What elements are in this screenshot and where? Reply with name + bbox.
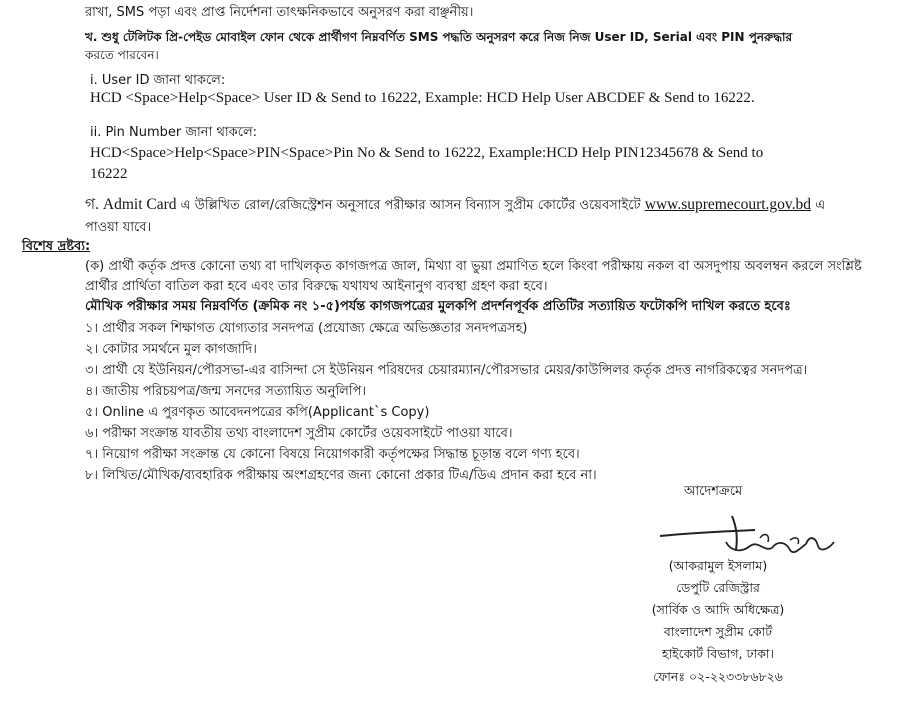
signatory-designation: ডেপুটি রেজিস্ট্রার xyxy=(676,580,760,595)
item-i-label: i. User ID জানা থাকলে: xyxy=(90,73,226,88)
special-note-heading: বিশেষ দ্রষ্টব্য: xyxy=(22,239,91,254)
para-kha-line-2: করতে পারবেন। xyxy=(85,48,159,62)
item-ii-label: ii. Pin Number জানা থাকলে: xyxy=(90,125,258,140)
list-item: ৬। পরীক্ষা সংক্রান্ত যাবতীয় তথ্য বাংলাদেশ সুপ্রীম কোর্টের ওয়েবসাইটে পাওয়া যাবে। xyxy=(85,426,513,441)
list-item: ৪। জাতীয় পরিচয়পত্র/জন্ম সনদের সত্যায়িত অনুলিপি। xyxy=(85,384,367,399)
supremecourt-link[interactable]: www.supremecourt.gov.bd xyxy=(644,196,812,213)
list-item: ১। প্রার্থীর সকল শিক্ষাগত যোগ্যতার সনদপত্র (প্রযোজ্য ক্ষেত্রে অভিজ্ঞতার সনদপত্রসহ) xyxy=(85,321,528,336)
list-item: ৩। প্রার্থী যে ইউনিয়ন/পৌরসভা-এর বাসিন্দা সে ইউনিয়ন পরিষদের চেয়ারম্যান/পৌরসভার মেয়র/কাউন্সিলর কর্তৃক প্রদত্ত নাগরিকত্বের সনদপত্র। xyxy=(85,363,808,378)
viva-heading: মৌখিক পরীক্ষার সময় নিম্নবর্ণিত (ক্রমিক নং ১-৫)পর্যন্ত কাগজপত্রের মুলকপি প্রদর্শনপূর্বক প্রতিটির সত্যায়িত ফটোকপি দাখিল করতে হবেঃ xyxy=(85,299,791,314)
para-kha-line-1: খ. শুধু টেলিটক প্রি-পেইড মোবাইল ফোন থেকে প্রার্থীগণ নিম্নবর্ণিত SMS পদ্ধতি অনুসরণ করে নিজ নিজ User ID, Serial এবং PIN পুনরুদ্ধার xyxy=(85,30,793,44)
item-ii-text-2: 16222 xyxy=(90,166,128,182)
by-order-label: আদেশক্রমে xyxy=(684,484,743,499)
list-item: ২। কোটার সমর্থনে মুল কাগজাদি। xyxy=(85,342,257,357)
item-i-text: HCD <Space>Help<Space> User ID & Send to 16222, Example: HCD Help User ABCDEF & Send to 16222. xyxy=(90,90,755,106)
special-ka-line-1: (ক) প্রার্থী কর্তৃক প্রদত্ত কোনো তথ্য বা দাখিলকৃত কাগজপত্র জাল, মিথ্যা বা ভুয়া প্রমাণিত হলে কিংবা পরীক্ষায় নকল বা অসদুপায় অবলম্বন করলে সংশ্লিষ্ট xyxy=(85,259,862,274)
instruction-line: রাখা, SMS পড়া এবং প্রাপ্ত নির্দেশনা তাৎক্ষনিকভাবে অনুসরণ করা বাঞ্ছনীয়। xyxy=(85,5,474,20)
list-item: ৮। লিখিত/মৌখিক/ব্যবহারিক পরীক্ষায় অংশগ্রহণের জন্য কোনো প্রকার টিএ/ডিএ প্রদান করা হবে না। xyxy=(85,468,597,483)
para-ga-prefix: গ. Admit Card xyxy=(85,196,177,213)
item-ii-text-1: HCD<Space>Help<Space>PIN<Space>Pin No & Send to 16222, Example:HCD Help PIN12345678 & Send to xyxy=(90,145,764,161)
signatory-division: হাইকোর্ট বিভাগ, ঢাকা। xyxy=(661,646,775,661)
signatory-org: বাংলাদেশ সুপ্রীম কোর্ট xyxy=(663,624,773,639)
para-ga-mid: এ উল্লিখিত রোল/রেজিস্ট্রেশন অনুসারে পরীক্ষার আসন বিন্যাস সুপ্রীম কোর্টের ওয়েবসাইটে xyxy=(180,198,641,213)
signatory-name: (আকরামুল ইসলাম) xyxy=(668,558,768,573)
para-ga-line-2: পাওয়া যাবে। xyxy=(85,220,152,235)
para-ga-end: এ xyxy=(815,198,826,213)
signatory-section: (সার্বিক ও আদি অধিক্ষেত্র) xyxy=(651,602,785,617)
signatory-phone: ফোনঃ ০২-২২৩৩৮৬৮২৬ xyxy=(653,669,783,684)
list-item: ৫। Online এ পুরণকৃত আবেদনপত্রের কপি(Applicant`s Copy) xyxy=(85,405,430,420)
list-item: ৭। নিয়োগ পরীক্ষা সংক্রান্ত যে কোনো বিষয়ে নিয়োগকারী কর্তৃপক্ষের সিদ্ধান্ত চূড়ান্ত বলে গণ্য হবে। xyxy=(85,447,580,462)
signature-image xyxy=(640,512,850,562)
special-ka-line-2: প্রার্থীর প্রার্থিতা বাতিল করা হবে এবং তার বিরুদ্ধে যথাযথ আইনানুগ ব্যবস্থা গ্রহণ করা হবে। xyxy=(85,279,548,294)
para-ga-line-1 xyxy=(85,196,825,214)
